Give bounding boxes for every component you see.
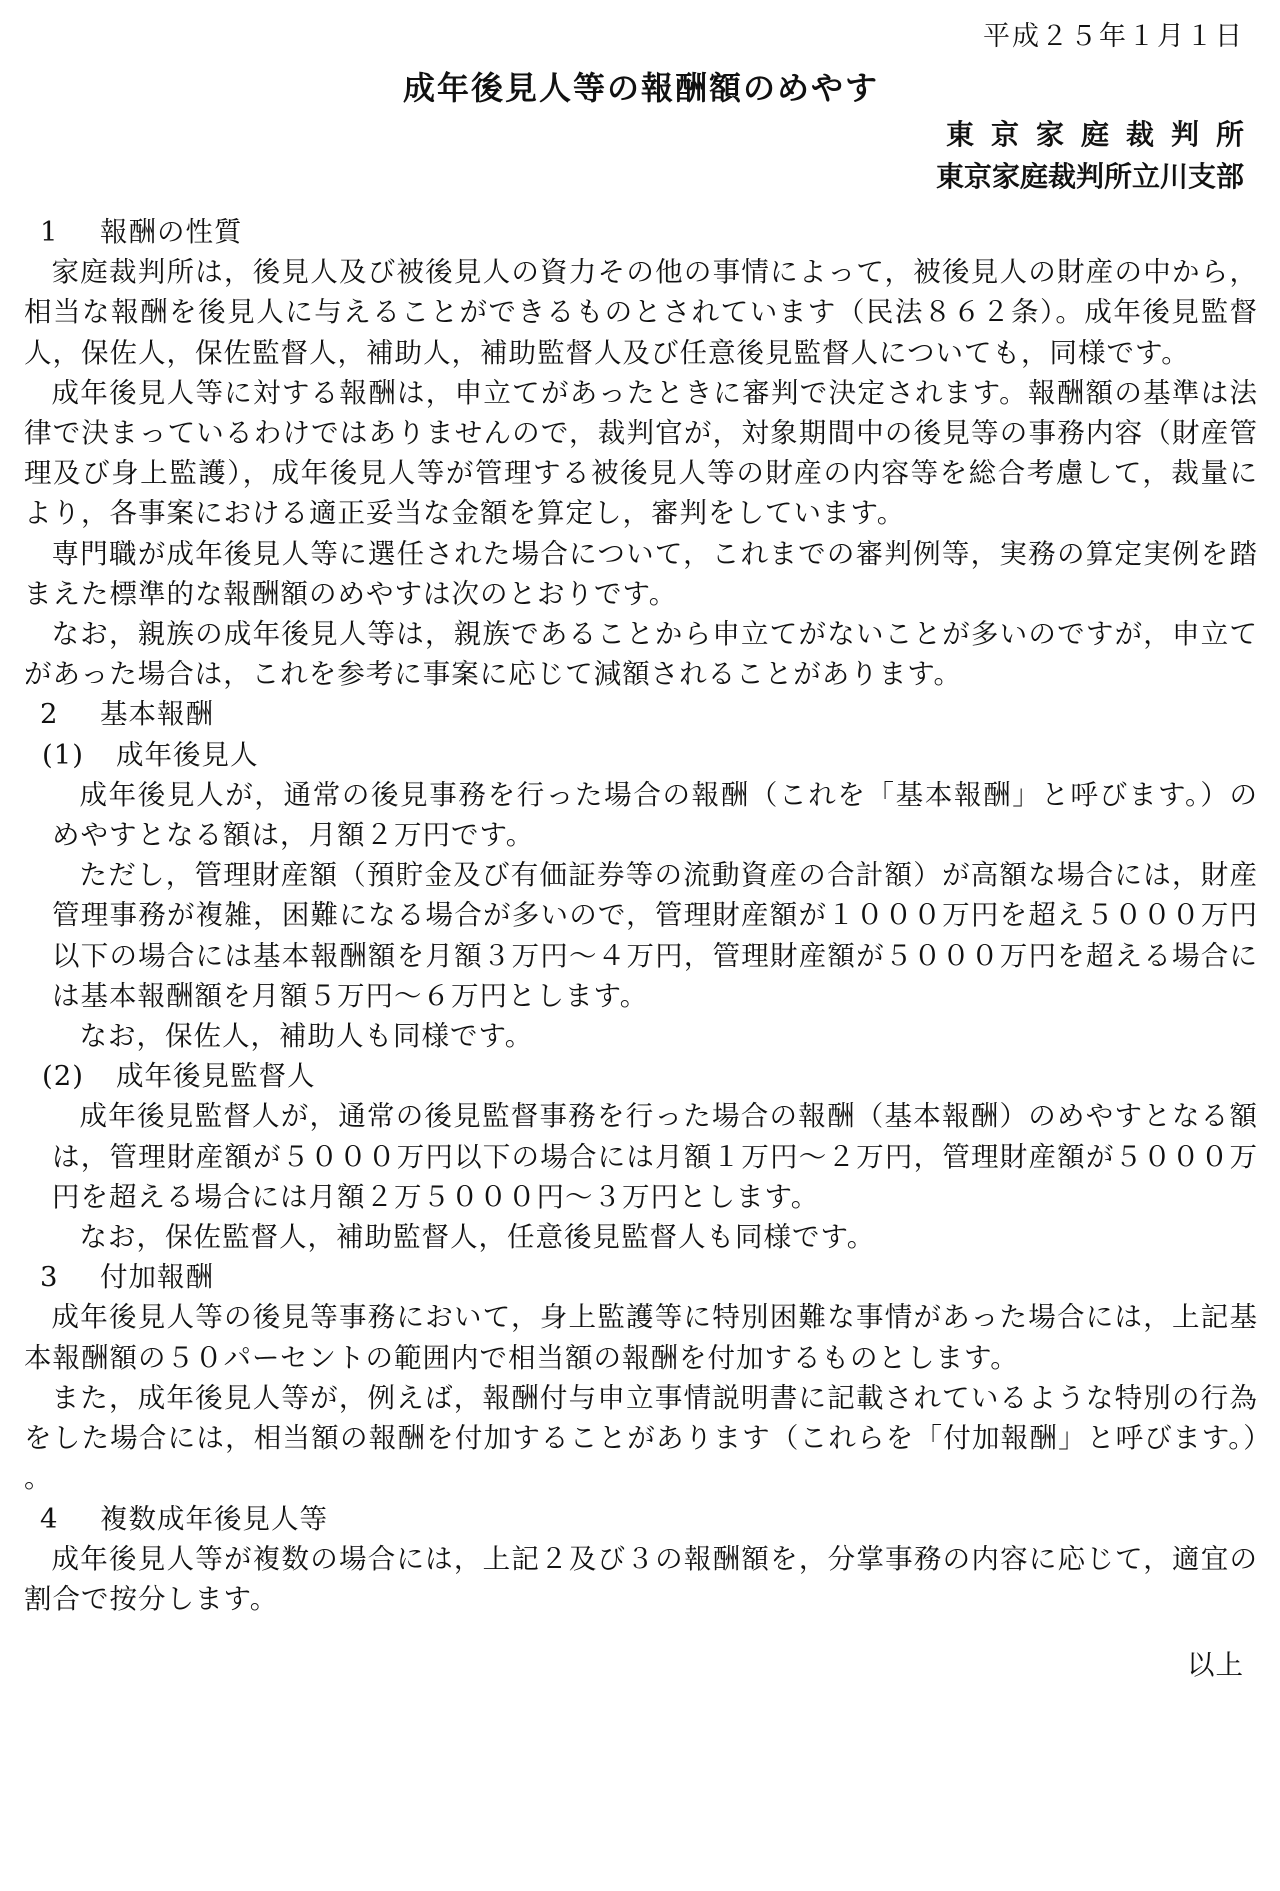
closing-mark: 以上	[1187, 1649, 1244, 1682]
paragraph: なお，保佐監督人，補助監督人，任意後見監督人も同様です。	[79, 1221, 876, 1254]
document-title: 成年後見人等の報酬額のめやす	[402, 69, 879, 107]
document-date: 平成２５年１月１日	[983, 21, 1244, 52]
paragraph: 専門職が成年後見人等に選任された場合について，これまでの審判例等，実務の算定実例を踏まえた標準的な報酬額のめやすは次のとおりです。	[24, 537, 1258, 610]
paragraph: ただし，管理財産額（預貯金及び有価証券等の流動資産の合計額）が高額な場合には，財産管理事務が複雑，困難になる場合が多いので，管理財産額が１０００万円を超え５０００万円以下の場合には基本報酬額を月額３万円～４万円，管理財産額が５０００万円を超える場合には基本報酬額を月額５万円～６万円とします。	[52, 859, 1258, 1012]
section-heading-4	[24, 1499, 1258, 1539]
subsection-heading-2	[24, 1056, 1258, 1096]
section-heading-1	[24, 212, 1258, 252]
paragraph: 成年後見人等に対する報酬は，申立てがあったときに審判で決定されます。報酬額の基準は法律で決まっているわけではありませんので，裁判官が，対象期間中の後見等の事務内容（財産管理及び身上監護），成年後見人等が管理する被後見人等の財産の内容等を総合考慮して，裁量により，各事案における適正妥当な金額を算定し，審判をしています。	[24, 376, 1258, 530]
paragraph: また，成年後見人等が，例えば，報酬付与申立事情説明書に記載されているような特別の行為をした場合には，相当額の報酬を付加することがあります（これらを「付加報酬」と呼びます。）。	[24, 1381, 1258, 1495]
section-title: 報酬の性質	[100, 216, 243, 248]
paragraph: 成年後見人等が複数の場合には，上記２及び３の報酬額を，分掌事務の内容に応じて，適宜の割合で按分します。	[24, 1542, 1258, 1615]
section-number: 1	[40, 216, 59, 248]
paragraph: 成年後見監督人が，通常の後見監督事務を行った場合の報酬（基本報酬）のめやすとなる額は，管理財産額が５０００万円以下の場合には月額１万円～２万円，管理財産額が５０００万円を超える場合には月額２万５０００円～３万円とします。	[52, 1100, 1258, 1213]
issuer-branch: 東京家庭裁判所立川支部	[935, 160, 1244, 193]
section-title: 複数成年後見人等	[100, 1502, 328, 1535]
paragraph: 家庭裁判所は，後見人及び被後見人の資力その他の事情によって，被後見人の財産の中から，相当な報酬を後見人に与えることができるものとされています（民法８６２条）。成年後見監督人，保佐人，保佐監督人，補助人，補助監督人及び任意後見監督人についても，同様です。	[24, 256, 1258, 369]
section-number: 4	[40, 1502, 59, 1535]
subsection-title: 成年後見監督人	[116, 1060, 316, 1093]
subsection-number: (1)	[42, 738, 84, 771]
subsection-number: (2)	[42, 1060, 84, 1093]
paragraph: なお，親族の成年後見人等は，親族であることから申立てがないことが多いのですが，申立てがあった場合は，これを参考に事案に応じて減額されることがあります。	[24, 618, 1258, 691]
section-number: 3	[40, 1261, 59, 1294]
subsection-title: 成年後見人	[116, 738, 259, 771]
paragraph: 成年後見人等の後見等事務において，身上監護等に特別困難な事情があった場合には，上記基本報酬額の５０パーセントの範囲内で相当額の報酬を付加するものとします。	[24, 1301, 1258, 1374]
section-heading-2	[24, 694, 1258, 734]
paragraph: なお，保佐人，補助人も同様です。	[79, 1020, 534, 1053]
subsection-heading-1	[24, 735, 1258, 775]
paragraph: 成年後見人が，通常の後見事務を行った場合の報酬（これを「基本報酬」と呼びます。）のめやすとなる額は，月額２万円です。	[52, 778, 1258, 852]
section-heading-3	[24, 1257, 1258, 1297]
document-body	[24, 212, 1258, 1685]
section-title: 基本報酬	[100, 698, 214, 731]
section-title: 付加報酬	[100, 1261, 214, 1294]
section-number: 2	[40, 698, 59, 731]
issuer-court: 東京家庭裁判所	[945, 118, 1261, 151]
